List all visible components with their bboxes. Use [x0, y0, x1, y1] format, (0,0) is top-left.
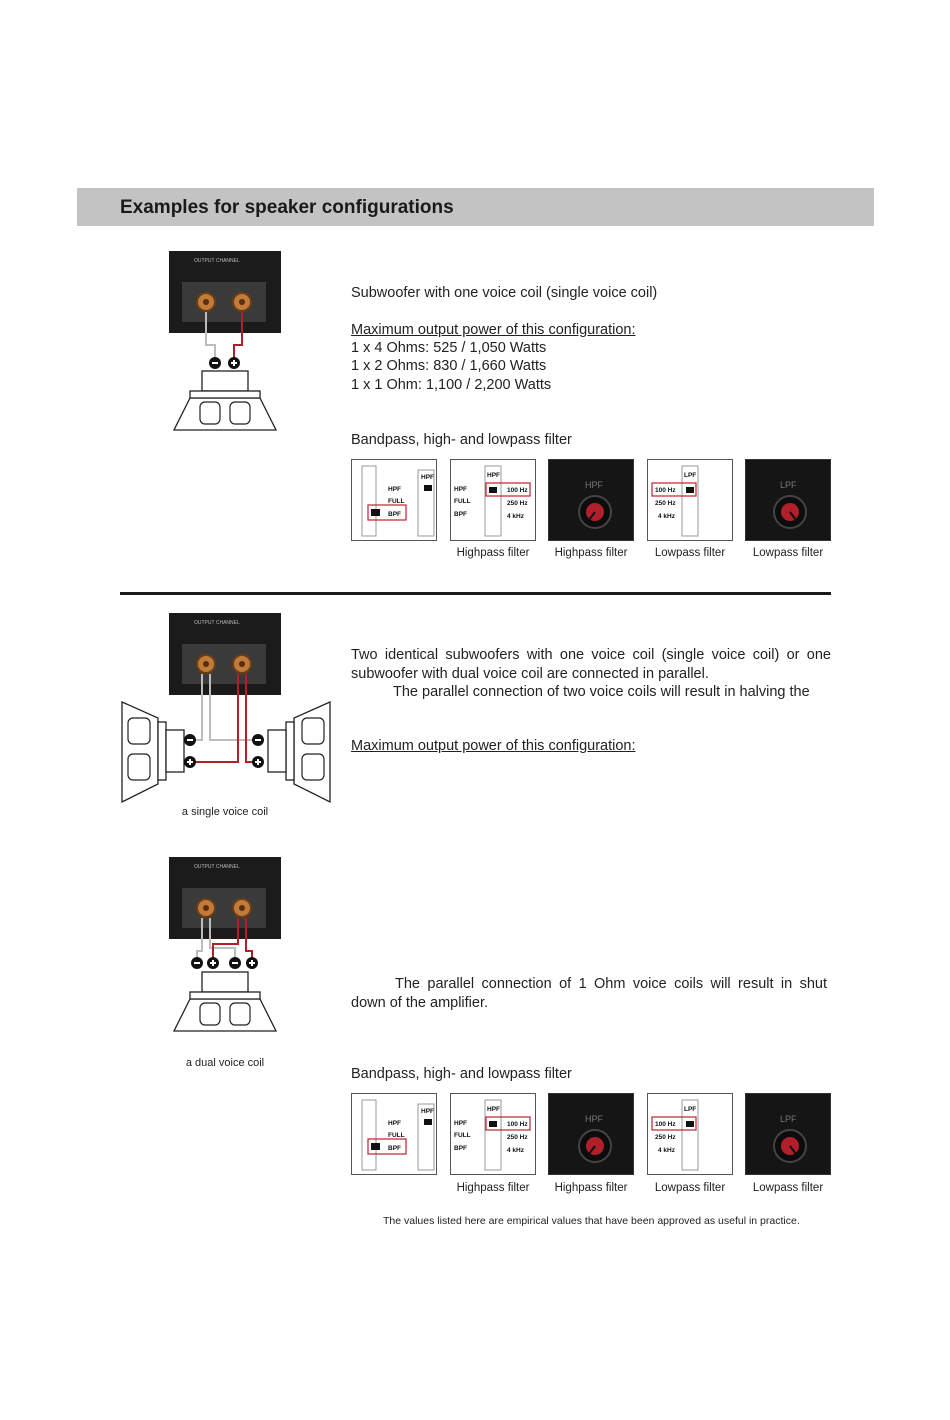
svg-text:250 Hz: 250 Hz — [507, 500, 528, 507]
lowpass-knob-thumbnail — [745, 1093, 831, 1175]
power-line-1ohm: 1 x 1 Ohm: 1,100 / 2,200 Watts — [351, 377, 552, 393]
svg-text:250 Hz: 250 Hz — [655, 1134, 676, 1141]
lowpass-knob-thumbnail — [745, 459, 831, 541]
filter-caption: Lowpass filter — [752, 547, 824, 559]
svg-text:HPF: HPF — [421, 474, 434, 481]
filter-caption: Lowpass filter — [752, 1182, 824, 1194]
page-title: Examples for speaker configurations — [120, 197, 454, 218]
caption-dual-voice-coil: a dual voice coil — [185, 1057, 265, 1069]
svg-text:OUTPUT CHANNEL: OUTPUT CHANNEL — [194, 620, 240, 626]
lowpass-switch-thumbnail — [647, 459, 733, 541]
parallel-note: The parallel connection of two voice coils will result in halving the — [393, 684, 810, 700]
shutdown-warning: The parallel connection of 1 Ohm voice coils will result in shut down of the amplifier. — [351, 976, 827, 1011]
filter-caption: Lowpass filter — [654, 547, 726, 559]
svg-text:FULL: FULL — [454, 498, 471, 505]
svg-text:HPF: HPF — [487, 1106, 500, 1113]
parallel-description: Two identical subwoofers with one voice coil (single voice coil) or one subwoofer with dual voice coil are connected in parallel. — [351, 647, 831, 682]
filter-caption: Highpass filter — [554, 1182, 628, 1194]
svg-text:FULL: FULL — [454, 1132, 471, 1139]
power-line-4ohm: 1 x 4 Ohms: 525 / 1,050 Watts — [351, 340, 547, 356]
svg-text:100 Hz: 100 Hz — [655, 1121, 676, 1128]
svg-text:250 Hz: 250 Hz — [655, 500, 676, 507]
svg-text:LPF: LPF — [780, 1114, 797, 1124]
svg-text:4 kHz: 4 kHz — [507, 513, 524, 520]
power-heading-2: Maximum output power of this configuration: — [351, 738, 636, 754]
config-description: Subwoofer with one voice coil (single voice coil) — [351, 285, 658, 301]
svg-text:OUTPUT CHANNEL: OUTPUT CHANNEL — [194, 258, 240, 264]
section-divider — [120, 592, 831, 595]
highpass-switch-thumbnail — [450, 1093, 536, 1175]
power-heading: Maximum output power of this configuration: — [351, 322, 636, 338]
svg-text:100 Hz: 100 Hz — [507, 487, 528, 494]
single-voice-coil-diagram — [168, 250, 283, 435]
svg-text:BPF: BPF — [388, 1145, 401, 1152]
bandpass-switch-thumbnail — [351, 459, 437, 541]
highpass-knob-thumbnail — [548, 459, 634, 541]
filter-caption: Highpass filter — [554, 547, 628, 559]
svg-text:HPF: HPF — [585, 1114, 603, 1124]
svg-text:100 Hz: 100 Hz — [507, 1121, 528, 1128]
bandpass-switch-thumbnail — [351, 1093, 437, 1175]
footnote: The values listed here are empirical values that have been approved as useful in practice. — [383, 1215, 800, 1227]
filter-heading: Bandpass, high- and lowpass filter — [351, 432, 572, 448]
svg-text:OUTPUT CHANNEL: OUTPUT CHANNEL — [194, 864, 240, 870]
svg-text:HPF: HPF — [421, 1108, 434, 1115]
svg-text:100 Hz: 100 Hz — [655, 487, 676, 494]
filter-caption: Highpass filter — [456, 1182, 530, 1194]
svg-text:HPF: HPF — [454, 486, 467, 493]
svg-text:FULL: FULL — [388, 1132, 405, 1139]
svg-text:BPF: BPF — [454, 1145, 467, 1152]
parallel-two-speakers-diagram — [118, 612, 334, 804]
highpass-knob-thumbnail — [548, 1093, 634, 1175]
svg-text:HPF: HPF — [388, 1120, 401, 1127]
svg-text:250 Hz: 250 Hz — [507, 1134, 528, 1141]
svg-text:HPF: HPF — [454, 1120, 467, 1127]
power-line-2ohm: 1 x 2 Ohms: 830 / 1,660 Watts — [351, 358, 547, 374]
svg-text:BPF: BPF — [388, 511, 401, 518]
filter-caption: Lowpass filter — [654, 1182, 726, 1194]
svg-text:BPF: BPF — [454, 511, 467, 518]
svg-text:LPF: LPF — [684, 472, 697, 479]
lowpass-switch-thumbnail — [647, 1093, 733, 1175]
svg-text:HPF: HPF — [487, 472, 500, 479]
caption-single-voice-coil: a single voice coil — [181, 806, 269, 818]
filter-heading-2: Bandpass, high- and lowpass filter — [351, 1066, 572, 1082]
highpass-switch-thumbnail — [450, 459, 536, 541]
svg-text:4 kHz: 4 kHz — [658, 513, 675, 520]
svg-text:4 kHz: 4 kHz — [658, 1147, 675, 1154]
svg-text:4 kHz: 4 kHz — [507, 1147, 524, 1154]
svg-text:FULL: FULL — [388, 498, 405, 505]
svg-text:LPF: LPF — [780, 480, 797, 490]
dual-voice-coil-diagram — [168, 856, 283, 1036]
svg-text:LPF: LPF — [684, 1106, 697, 1113]
svg-text:HPF: HPF — [388, 486, 401, 493]
filter-caption: Highpass filter — [456, 547, 530, 559]
svg-text:HPF: HPF — [585, 480, 603, 490]
